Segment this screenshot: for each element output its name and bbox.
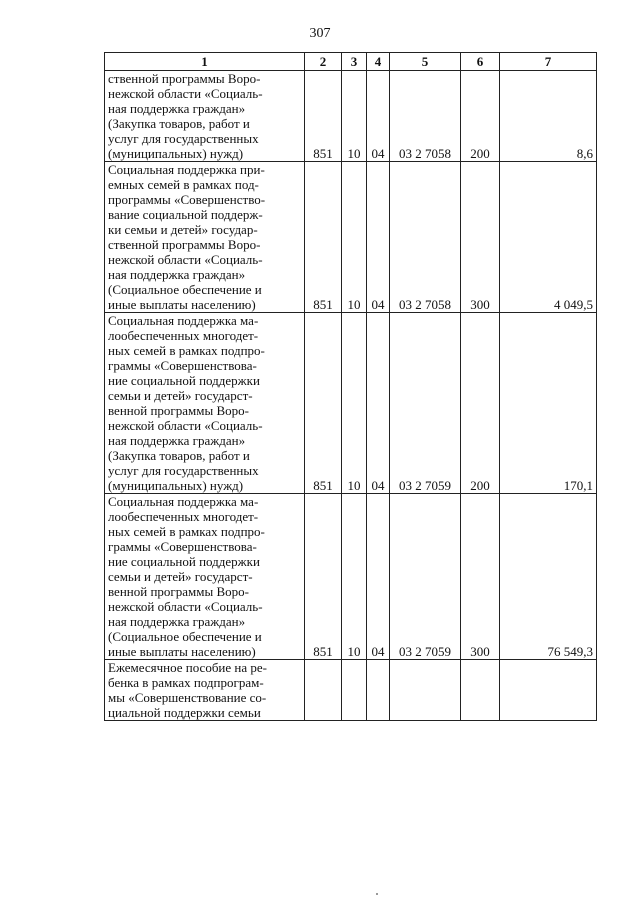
- description-line: граммы «Совершенствова-: [108, 358, 257, 373]
- table-row: [105, 494, 597, 660]
- table-row: [105, 162, 597, 313]
- description-line: ние социальной поддержки: [108, 373, 260, 388]
- description-line: лообеспеченных многодет-: [108, 509, 259, 524]
- description-line: ние социальной поддержки: [108, 554, 260, 569]
- target-article-code: 03 2 7059: [390, 313, 461, 494]
- scan-speck: [376, 893, 378, 895]
- target-article-code: 03 2 7058: [390, 71, 461, 162]
- header-col-5: 5: [390, 53, 461, 71]
- description-line: ных семей в рамках подпро-: [108, 343, 265, 358]
- header-row: [105, 53, 597, 71]
- description-line: нежской области «Социаль-: [108, 418, 263, 433]
- table-row: [105, 313, 597, 494]
- ministry-code: [305, 660, 342, 721]
- row-description: [105, 71, 305, 162]
- description-line: ки семьи и детей» государ-: [108, 222, 258, 237]
- target-article-code: 03 2 7058: [390, 162, 461, 313]
- ministry-code: 851: [305, 162, 342, 313]
- amount: 76 549,3: [500, 494, 597, 660]
- expense-type-code: [461, 660, 500, 721]
- ministry-code: 851: [305, 71, 342, 162]
- description-line: (муниципальных) нужд): [108, 146, 244, 161]
- row-description: [105, 494, 305, 660]
- description-line: граммы «Совершенствова-: [108, 539, 257, 554]
- table-row: [105, 71, 597, 162]
- description-line: ная поддержка граждан»: [108, 101, 246, 116]
- description-line: семьи и детей» государст-: [108, 388, 253, 403]
- description-line: услуг для государственных: [108, 463, 259, 478]
- row-description: [105, 660, 305, 721]
- description-line: иные выплаты населению): [108, 644, 256, 659]
- ministry-code: 851: [305, 494, 342, 660]
- description-line: Ежемесячное пособие на ре-: [108, 660, 267, 675]
- amount: 8,6: [500, 71, 597, 162]
- target-article-code: 03 2 7059: [390, 494, 461, 660]
- description-line: (муниципальных) нужд): [108, 478, 244, 493]
- header-col-1: 1: [105, 53, 305, 71]
- description-line: (Закупка товаров, работ и: [108, 116, 250, 131]
- section-code: 10: [342, 71, 367, 162]
- description-line: Социальная поддержка ма-: [108, 313, 259, 328]
- table-row: [105, 660, 597, 721]
- section-code: [342, 660, 367, 721]
- expense-type-code: 300: [461, 494, 500, 660]
- subsection-code: 04: [367, 313, 390, 494]
- description-line: лообеспеченных многодет-: [108, 328, 259, 343]
- ministry-code: 851: [305, 313, 342, 494]
- header-col-3: 3: [342, 53, 367, 71]
- description-line: ная поддержка граждан»: [108, 614, 246, 629]
- amount: [500, 660, 597, 721]
- description-line: Социальная поддержка ма-: [108, 494, 259, 509]
- row-description: [105, 162, 305, 313]
- row-description: [105, 313, 305, 494]
- description-line: семьи и детей» государст-: [108, 569, 253, 584]
- page-number: 307: [309, 26, 331, 41]
- description-line: венной программы Воро-: [108, 584, 249, 599]
- description-line: ная поддержка граждан»: [108, 433, 246, 448]
- section-code: 10: [342, 494, 367, 660]
- description-line: нежской области «Социаль-: [108, 86, 263, 101]
- budget-table: [104, 52, 597, 721]
- description-line: вание социальной поддерж-: [108, 207, 263, 222]
- header-col-2: 2: [305, 53, 342, 71]
- section-code: 10: [342, 162, 367, 313]
- subsection-code: [367, 660, 390, 721]
- subsection-code: 04: [367, 162, 390, 313]
- target-article-code: [390, 660, 461, 721]
- description-line: Социальная поддержка при-: [108, 162, 265, 177]
- description-line: венной программы Воро-: [108, 403, 249, 418]
- description-line: (Социальное обеспечение и: [108, 629, 262, 644]
- subsection-code: 04: [367, 71, 390, 162]
- description-line: иные выплаты населению): [108, 297, 256, 312]
- description-line: нежской области «Социаль-: [108, 599, 263, 614]
- section-code: 10: [342, 313, 367, 494]
- description-line: программы «Совершенство-: [108, 192, 266, 207]
- description-line: (Закупка товаров, работ и: [108, 448, 250, 463]
- description-line: бенка в рамках подпрограм-: [108, 675, 264, 690]
- description-line: ственной программы Воро-: [108, 71, 261, 86]
- amount: 4 049,5: [500, 162, 597, 313]
- header-col-7: 7: [500, 53, 597, 71]
- expense-type-code: 200: [461, 71, 500, 162]
- description-line: ных семей в рамках подпро-: [108, 524, 265, 539]
- amount: 170,1: [500, 313, 597, 494]
- header-col-4: 4: [367, 53, 390, 71]
- subsection-code: 04: [367, 494, 390, 660]
- header-col-6: 6: [461, 53, 500, 71]
- description-line: емных семей в рамках под-: [108, 177, 259, 192]
- description-line: ная поддержка граждан»: [108, 267, 246, 282]
- description-line: мы «Совершенствование со-: [108, 690, 267, 705]
- description-line: нежской области «Социаль-: [108, 252, 263, 267]
- expense-type-code: 300: [461, 162, 500, 313]
- description-line: услуг для государственных: [108, 131, 259, 146]
- description-line: циальной поддержки семьи: [108, 705, 261, 720]
- description-line: ственной программы Воро-: [108, 237, 261, 252]
- expense-type-code: 200: [461, 313, 500, 494]
- description-line: (Социальное обеспечение и: [108, 282, 262, 297]
